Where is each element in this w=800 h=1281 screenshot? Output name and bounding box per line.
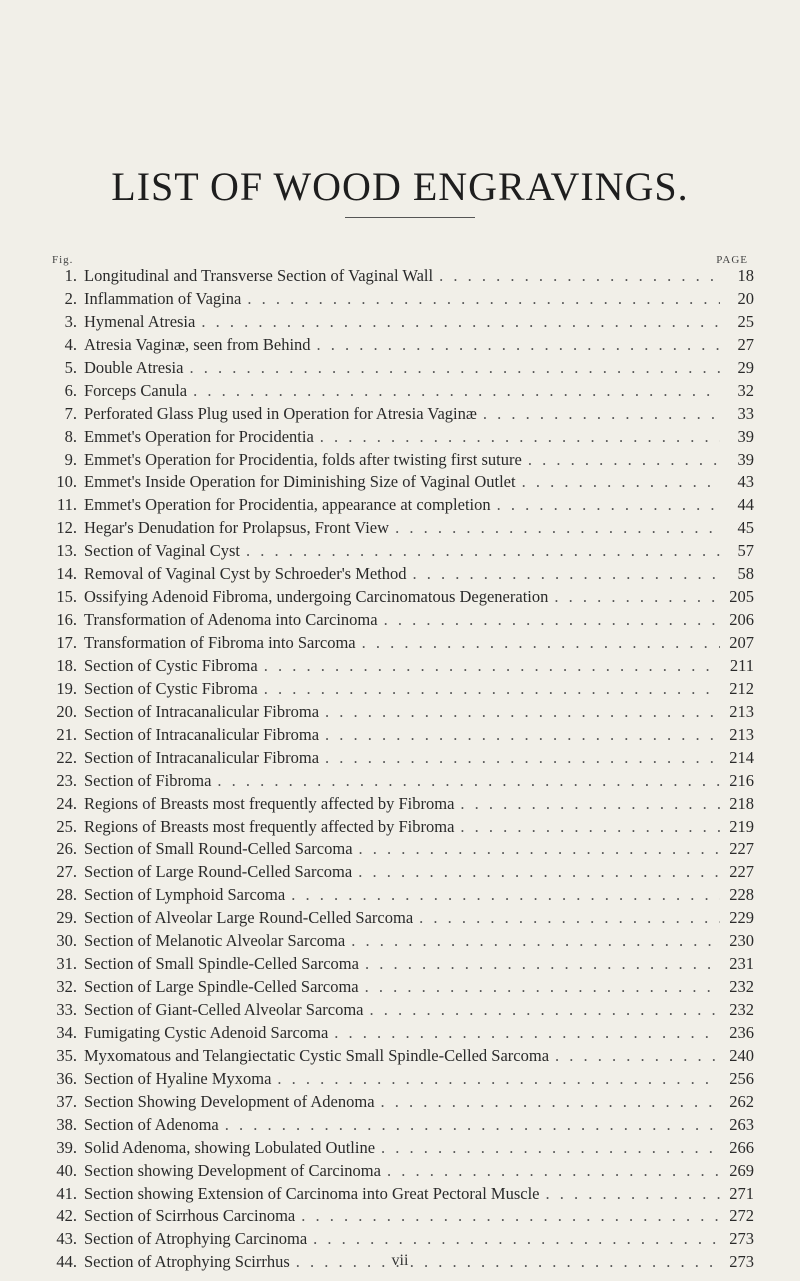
page-number: 211 [729,655,754,675]
figure-number: 24. [56,793,77,813]
list-item [40,1228,754,1251]
dot-leader [460,816,720,839]
figure-title: Section of Atrophying Scirrhus [84,1252,290,1272]
dot-leader [325,701,720,724]
list-item [40,1160,754,1183]
dot-leader [370,999,720,1022]
page-title: LIST OF WOOD ENGRAVINGS. [111,164,689,209]
engravings-list [40,265,754,1274]
dot-leader [413,563,720,586]
figure-number: 3. [64,311,77,331]
list-item [40,334,754,357]
dot-leader [217,770,720,793]
figure-number: 17. [56,633,77,652]
figure-number: 37. [56,1091,77,1111]
list-item [40,586,754,609]
dot-leader [483,403,720,426]
list-item [40,380,754,403]
page-number: 219 [729,816,754,836]
page-number: 29 [737,357,754,377]
figure-number: 32. [56,977,77,997]
dot-leader [387,1160,720,1183]
list-item [40,907,754,930]
figure-title: Regions of Breasts most frequently affected by Fibroma [84,793,455,813]
list-item [40,1114,754,1137]
list-item [40,816,754,839]
fig-column-header: Fig. [52,254,74,266]
figure-title: Section of Vaginal Cyst [84,541,240,561]
dot-leader [320,426,720,449]
figure-title: Section Showing Development of Adenoma [84,1091,375,1111]
list-item [40,724,754,747]
list-item [40,1091,754,1114]
page-number: 39 [737,426,754,446]
list-item [40,861,754,884]
page-number: 232 [729,977,754,997]
figure-title: Section of Alveolar Large Round-Celled Sarcoma [84,908,414,928]
figure-number: 19. [56,678,77,698]
dot-leader [362,632,720,655]
dot-leader [325,747,720,770]
figure-title: Fumigating Cystic Adenoid Sarcoma [84,1022,329,1042]
figure-number: 44. [56,1252,77,1272]
list-item [40,357,754,380]
page-column-header: PAGE [716,254,748,266]
dot-leader [384,609,720,632]
page-number: 218 [729,793,754,813]
page-number: 213 [729,724,754,744]
figure-number: 30. [56,931,77,951]
page-number: 58 [737,564,754,584]
list-item [40,609,754,632]
dot-leader [497,494,720,517]
dot-leader [439,265,720,288]
list-item [40,884,754,907]
figure-title: Inflammation of Vagina [84,288,242,308]
dot-leader [246,540,720,563]
page-number: 263 [729,1114,754,1134]
list-item [40,793,754,816]
list-item [40,311,754,334]
figure-title: Myxomatous and Telangiectatic Cystic Small Spindle-Celled Sarcoma [84,1045,550,1065]
list-item [40,632,754,655]
figure-title: Hegar's Denudation for Prolapsus, Front View [84,518,390,538]
page-number: 20 [737,288,754,308]
list-item [40,838,754,861]
list-item [40,1045,754,1068]
list-item [40,288,754,311]
dot-leader [264,678,720,701]
dot-leader [381,1137,720,1160]
figure-title: Emmet's Inside Operation for Diminishing Size of Vaginal Outlet [84,472,516,492]
page-number: 262 [729,1091,754,1111]
dot-leader [359,838,720,861]
figure-number: 20. [56,701,77,721]
figure-title: Solid Adenoma, showing Lobulated Outline [84,1137,376,1157]
figure-number: 43. [56,1229,77,1249]
page-folio: vii [391,1252,409,1269]
figure-number: 29. [56,908,77,928]
page-number: 272 [729,1206,754,1226]
list-item [40,426,754,449]
figure-title: Section of Lymphoid Sarcoma [84,885,286,905]
dot-leader [365,976,720,999]
figure-title: Atresia Vaginæ, seen from Behind [84,334,311,354]
figure-title: Transformation of Adenoma into Carcinoma [84,610,378,630]
figure-title: Section of Fibroma [84,770,212,790]
list-item [40,494,754,517]
dot-leader [325,724,720,747]
page-number: 39 [737,449,754,469]
page-number: 236 [729,1022,754,1042]
page-number: 231 [729,954,754,974]
dot-leader [522,471,720,494]
figure-title: Transformation of Fibroma into Sarcoma [84,633,356,652]
figure-title: Removal of Vaginal Cyst by Schroeder's Method [84,564,407,584]
dot-leader [381,1091,720,1114]
page-number: 214 [729,747,754,767]
list-item [40,540,754,563]
figure-title: Section of Small Spindle-Celled Sarcoma [84,954,359,974]
figure-title: Emmet's Operation for Procidentia, appearance at completion [84,495,491,515]
figure-number: 7. [64,403,77,423]
figure-title: Section of Cystic Fibroma [84,678,258,698]
figure-number: 15. [56,587,77,607]
list-item [40,999,754,1022]
figure-number: 26. [56,839,77,859]
page-number: 212 [729,678,754,698]
list-item [40,930,754,953]
title-rule [345,217,475,218]
figure-number: 31. [56,954,77,974]
figure-title: Section of Large Spindle-Celled Sarcoma [84,977,359,997]
dot-leader [291,884,720,907]
figure-title: Section of Intracanalicular Fibroma [84,747,320,767]
figure-title: Ossifying Adenoid Fibroma, undergoing Carcinomatous Degeneration [84,587,549,607]
figure-number: 25. [56,816,77,836]
figure-title: Double Atresia [84,357,184,377]
page-number: 44 [737,495,754,515]
list-item [40,976,754,999]
figure-number: 10. [56,472,77,492]
figure-number: 41. [56,1183,77,1203]
list-item [40,265,754,288]
figure-number: 14. [56,564,77,584]
list-item [40,1068,754,1091]
page-number: 227 [729,862,754,882]
page-number: 256 [729,1068,754,1088]
dot-leader [358,861,720,884]
dot-leader [395,517,720,540]
figure-title: Section of Large Round-Celled Sarcoma [84,862,353,882]
dot-leader [264,655,720,678]
figure-number: 8. [64,426,77,446]
list-item [40,563,754,586]
figure-number: 28. [56,885,77,905]
page-number: 269 [729,1160,754,1180]
figure-number: 22. [56,747,77,767]
dot-leader [247,288,720,311]
figure-number: 40. [56,1160,77,1180]
dot-leader [277,1068,720,1091]
figure-title: Emmet's Operation for Procidentia, folds after twisting first suture [84,449,522,469]
page-number: 230 [729,931,754,951]
figure-number: 33. [56,1000,77,1019]
page-number: 273 [729,1252,754,1272]
list-item [40,655,754,678]
figure-number: 2. [64,288,77,308]
list-item [40,471,754,494]
figure-title: Section of Intracanalicular Fibroma [84,724,320,744]
page-number: 207 [729,633,754,652]
figure-title: Section showing Extension of Carcinoma into Great Pectoral Muscle [84,1183,540,1203]
figure-title: Section of Scirrhous Carcinoma [84,1206,296,1226]
page-number: 213 [729,701,754,721]
figure-number: 36. [56,1068,77,1088]
list-item [40,403,754,426]
list-item [40,517,754,540]
figure-title: Section of Giant-Celled Alveolar Sarcoma [84,1000,364,1019]
figure-number: 21. [56,724,77,744]
figure-title: Perforated Glass Plug used in Operation for Atresia Vaginæ [84,403,477,423]
dot-leader [419,907,720,930]
page-number: 228 [729,885,754,905]
figure-title: Section of Melanotic Alveolar Sarcoma [84,931,346,951]
figure-number: 9. [64,449,77,469]
page-number: 33 [737,403,754,423]
figure-title: Hymenal Atresia [84,311,196,331]
page-number: 240 [729,1045,754,1065]
figure-number: 38. [56,1114,77,1134]
page-number: 227 [729,839,754,859]
dot-leader [351,930,720,953]
figure-title: Longitudinal and Transverse Section of Vaginal Wall [84,266,434,285]
figure-title: Forceps Canula [84,380,188,400]
figure-title: Section of Intracanalicular Fibroma [84,701,320,721]
figure-title: Emmet's Operation for Procidentia [84,426,314,446]
figure-number: 5. [64,357,77,377]
figure-number: 1. [64,266,77,285]
figure-title: Regions of Breasts most frequently affected by Fibroma [84,816,455,836]
dot-leader [313,1228,720,1251]
dot-leader [301,1205,720,1228]
dot-leader [528,449,720,472]
dot-leader [545,1183,720,1206]
list-item [40,770,754,793]
dot-leader [189,357,720,380]
page-number: 18 [737,266,754,285]
figure-number: 12. [56,518,77,538]
list-item [40,747,754,770]
figure-number: 13. [56,541,77,561]
page-number: 205 [729,587,754,607]
figure-number: 35. [56,1045,77,1065]
dot-leader [365,953,720,976]
figure-number: 34. [56,1022,77,1042]
page-number: 232 [729,1000,754,1019]
list-item [40,1205,754,1228]
figure-number: 4. [64,334,77,354]
list-item [40,701,754,724]
page-number: 271 [729,1183,754,1203]
page-number: 216 [729,770,754,790]
figure-number: 11. [56,495,77,515]
list-item [40,678,754,701]
figure-number: 6. [64,380,77,400]
figure-number: 39. [56,1137,77,1157]
figure-number: 23. [56,770,77,790]
figure-title: Section showing Development of Carcinoma [84,1160,381,1180]
dot-leader [334,1022,720,1045]
list-item [40,953,754,976]
figure-number: 16. [56,610,77,630]
figure-title: Section of Cystic Fibroma [84,655,258,675]
dot-leader [193,380,720,403]
dot-leader [554,586,720,609]
dot-leader [460,793,720,816]
dot-leader [555,1045,720,1068]
figure-title: Section of Atrophying Carcinoma [84,1229,308,1249]
page-number: 57 [737,541,754,561]
figure-number: 42. [56,1206,77,1226]
page-number: 229 [729,908,754,928]
figure-number: 27. [56,862,77,882]
page-number: 206 [729,610,754,630]
list-item [40,1183,754,1206]
dot-leader [225,1114,720,1137]
list-item [40,449,754,472]
figure-title: Section of Adenoma [84,1114,219,1134]
dot-leader [201,311,720,334]
page-number: 27 [737,334,754,354]
dot-leader [317,334,720,357]
page-number: 273 [729,1229,754,1249]
list-item [40,1022,754,1045]
page-number: 266 [729,1137,754,1157]
figure-title: Section of Small Round-Celled Sarcoma [84,839,353,859]
page-number: 32 [737,380,754,400]
page-number: 45 [737,518,754,538]
list-item [40,1137,754,1160]
page-number: 43 [737,472,754,492]
figure-number: 18. [56,655,77,675]
figure-title: Section of Hyaline Myxoma [84,1068,272,1088]
page-number: 25 [737,311,754,331]
